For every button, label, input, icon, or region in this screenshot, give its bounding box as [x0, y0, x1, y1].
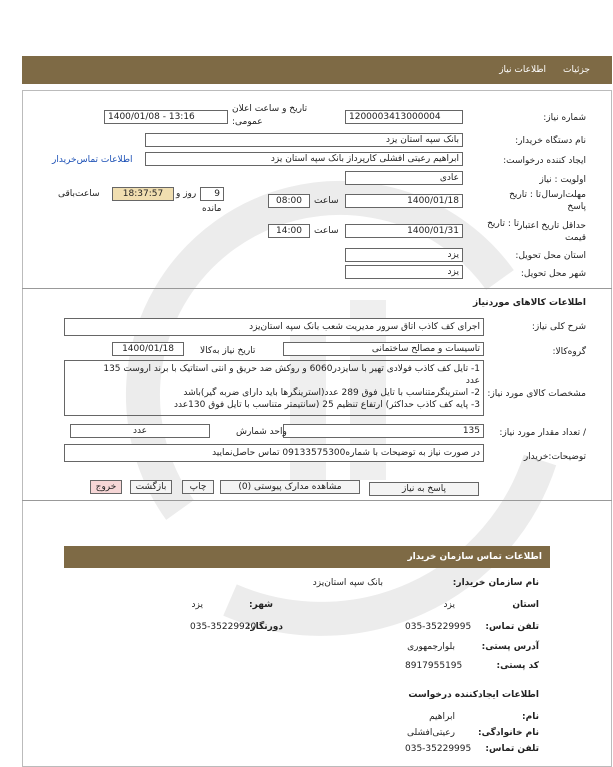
priority-label: اولویت : نیاز: [539, 175, 586, 185]
deadline-time-label: ساعت: [314, 196, 339, 206]
deadline-date-field: 1400/01/18: [345, 194, 463, 208]
days-remaining-field: 9: [200, 187, 224, 201]
contact-province-value: یزد: [443, 600, 455, 610]
delivery-province-field: یزد: [345, 248, 463, 262]
contact-postal-value: 8917955195: [405, 661, 463, 671]
deadline-to-label: تا : تاریخ: [509, 190, 541, 200]
spec-field: [64, 360, 484, 416]
spec-line-2: عدد: [465, 376, 480, 386]
top-header-bar: [22, 56, 612, 84]
creator-phone-label: تلفن تماس:: [485, 744, 539, 754]
deadline-time-field: 08:00: [268, 194, 310, 208]
creator-name-value: ابراهیم: [429, 712, 455, 722]
validity-label-1: حداقل تاریخ اعتبار: [518, 221, 586, 231]
creator-info-title: اطلاعات ایجادکننده درخواست: [408, 690, 539, 700]
tab-details[interactable]: جزئیات: [563, 65, 590, 75]
delivery-province-label: استان محل تحویل:: [515, 251, 586, 261]
contact-postal-label: کد پستی:: [496, 661, 539, 671]
buyer-notes-label: توضیحات:خریدار: [523, 452, 586, 462]
contact-fax-value: 035-35229920: [190, 622, 257, 632]
section-divider-2: [22, 500, 612, 501]
tab-need-info[interactable]: اطلاعات نیاز: [499, 65, 546, 75]
need-number-label: شماره نیاز:: [543, 113, 586, 123]
buyer-label: نام دستگاه خریدار:: [515, 136, 586, 146]
delivery-city-label: شهر محل تحویل:: [520, 269, 586, 279]
announce-label-1: تاریخ و ساعت اعلان: [232, 104, 308, 114]
deadline-label-2: پاسخ: [567, 202, 586, 212]
goods-group-label: گروه‌کالا:: [552, 347, 586, 357]
spec-line-1: 1- تایل کف کاذب فولادی تهیر با سایزدر6060 و روکش ضد حریق و انتی استاتیک با برند اروست 135: [103, 364, 480, 374]
spec-label: مشخصات کالای مورد نیاز:: [487, 389, 586, 399]
validity-date-field: 1400/01/31: [345, 224, 463, 238]
quantity-label: / تعداد مقدار مورد نیاز:: [499, 428, 586, 438]
exit-button[interactable]: خروج: [90, 480, 122, 494]
remaining-label: ماند‌ه: [202, 204, 222, 214]
contact-phone-label: تلفن تماس:: [485, 622, 539, 632]
unit-label: واحد شمارش: [236, 427, 287, 437]
spec-line-3: 2- استرینگرمتناسب با تایل فوق 289 عدد(استرینگرها باید دارای ضربه گیر)باشد: [183, 388, 480, 398]
buyer-contact-link[interactable]: اطلاعات تماس‌خریدار: [52, 155, 133, 165]
contact-address-label: آدرس پستی:: [481, 642, 539, 652]
view-attachments-button[interactable]: مشاهده مدارک پیوستی (0): [220, 480, 360, 494]
remaining-time-field: 18:37:57: [112, 187, 174, 201]
summary-field: اجرای کف کاذب اتاق سرور مدیریت شعب بانک سپه استان‌یزد: [64, 318, 484, 336]
creator-phone-value: 035-35229995: [405, 744, 472, 754]
contact-phone-value: 035-35229995: [405, 622, 472, 632]
validity-to-label: تا : تاریخ: [487, 219, 519, 229]
print-button[interactable]: چاپ: [182, 480, 214, 494]
creator-field: ابراهیم رعیتی افشلی کارپرداز بانک سپه استان یزد: [145, 152, 463, 166]
validity-label-2: قیمت: [564, 233, 586, 243]
buyer-field: بانک سپه استان یزد: [145, 133, 463, 147]
creator-family-label: نام خانوادگی:: [477, 728, 539, 738]
reply-button[interactable]: پاسخ به نیاز: [369, 482, 479, 496]
contact-city-label: شهر:: [249, 600, 273, 610]
need-number-field: 1200003413000004: [345, 110, 463, 124]
contact-fax-label: دورنگار:: [246, 622, 283, 632]
need-date-label: تاریخ نیاز به‌کالا: [200, 346, 256, 356]
unit-field: عدد: [70, 424, 210, 438]
priority-field: عادی: [345, 171, 463, 185]
buyer-contact-header: اطلاعات تماس سازمان خریدار: [64, 546, 550, 568]
contact-city-value: یزد: [191, 600, 203, 610]
creator-name-label: نام:: [522, 712, 539, 722]
days-label: روز و: [176, 189, 197, 199]
validity-time-label: ساعت: [314, 226, 339, 236]
announce-datetime-field: 1400/01/08 - 13:16: [104, 110, 228, 124]
org-name-value: بانک سپه استان‌یزد: [312, 578, 383, 588]
creator-family-value: رعیتی‌افشلی: [407, 728, 455, 738]
contact-address-value: بلوارجمهوری: [407, 642, 455, 652]
goods-section-title: اطلاعات کالاهای موردنیاز: [472, 298, 586, 308]
org-name-label: نام سازمان خریدار:: [452, 578, 539, 588]
goods-group-field: تاسیسات و مصالح ساختمانی: [283, 342, 484, 356]
spec-line-4: 3- پایه کف کاذب حداکثر) ارتفاع تنظیم 25 (سانتیمتر متناسب با تایل فوق 130عدد: [174, 400, 480, 410]
section-divider: [22, 288, 612, 289]
remaining-suffix: ساعت‌باقی: [58, 189, 100, 199]
creator-label: ایجاد کننده درخواست:: [503, 156, 586, 166]
delivery-city-field: یزد: [345, 265, 463, 279]
validity-time-field: 14:00: [268, 224, 310, 238]
contact-province-label: استان: [512, 600, 539, 610]
quantity-field: 135: [283, 424, 484, 438]
deadline-label-1: مهلت‌ارسال: [541, 190, 586, 200]
announce-label-2: عمومی:: [232, 117, 263, 127]
buyer-notes-field: در صورت نیاز به توضیحات با شماره09133575300 تماس حاصل‌نمایید: [64, 444, 484, 462]
need-date-field: 1400/01/18: [112, 342, 184, 356]
back-button[interactable]: بازگشت: [130, 480, 172, 494]
summary-label: شرح کلی نیاز:: [531, 322, 586, 332]
